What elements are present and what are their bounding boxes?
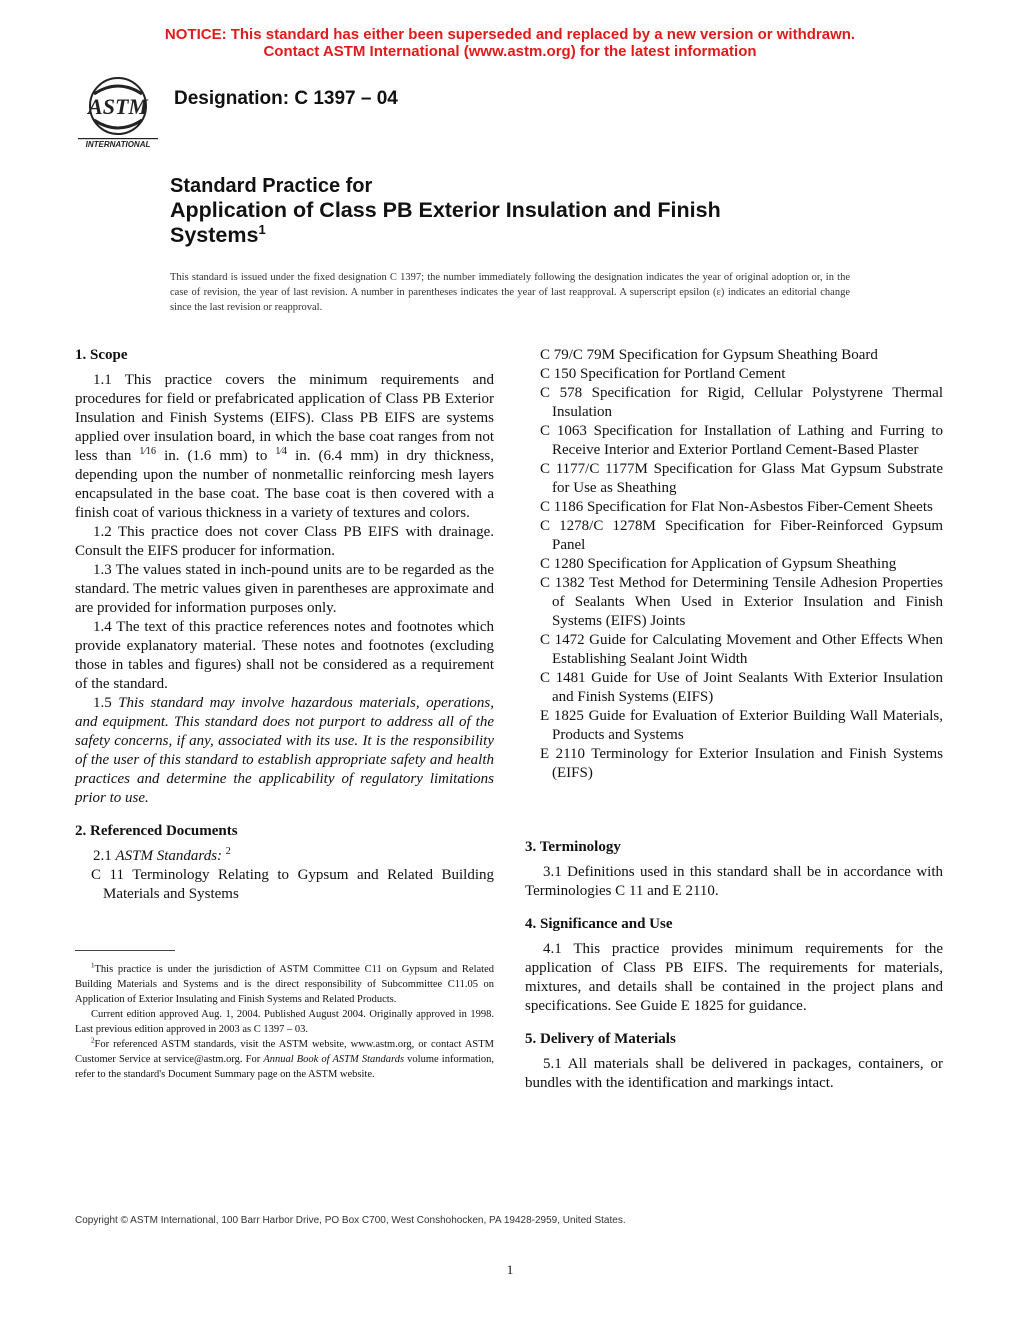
title-line-2-text: Systems [170, 223, 259, 247]
copyright-line: Copyright © ASTM International, 100 Barr Harbor Drive, PO Box C700, West Conshohocken, PA 19428-2959, United States. [75, 1215, 626, 1226]
reference-item: C 578 Specification for Rigid, Cellular Polystyrene Thermal Insulation [540, 385, 943, 420]
footnote-1-edition: Current edition approved Aug. 1, 2004. Published August 2004. Originally approved in 1998. Last previous edition approved in 2003 as C 1397 – 03. [75, 1009, 494, 1035]
p2-1-label: ASTM Standards: [115, 848, 223, 864]
paragraph-1-2: 1.2 This practice does not cover Class PB EIFS with drainage. Consult the EIFS producer for information. [75, 524, 494, 559]
reference-item: C 11 Terminology Relating to Gypsum and Related Building Materials and Systems [91, 867, 494, 902]
paragraph-1-3: 1.3 The values stated in inch-pound units are to be regarded as the standard. The metric values given in parentheses are approximate and are provided for information purposes only. [75, 562, 494, 616]
section-heading-terminology: 3. Terminology [525, 839, 621, 855]
section-heading-referenced: 2. Referenced Documents [75, 823, 238, 839]
reference-item: C 79/C 79M Specification for Gypsum Sheathing Board [540, 347, 878, 363]
reference-item: C 1177/C 1177M Specification for Glass Mat Gypsum Substrate for Use as Sheathing [540, 461, 943, 496]
withdrawal-notice [0, 26, 1020, 60]
title-footnote-mark: 1 [258, 221, 266, 237]
paragraph-4-1: 4.1 This practice provides minimum requirements for the application of Class PB EIFS. The requirements for materials, mixtures, and details shall be contained in the project plans and specifications. See Guide E 1825 for guidance. [525, 941, 943, 1014]
reference-item: C 1186 Specification for Flat Non-Asbestos Fiber-Cement Sheets [540, 499, 933, 515]
footnote-2-text-b: volume information, refer to the standard's Document Summary page on the ASTM website. [75, 1054, 494, 1080]
title-kicker: Standard Practice for [170, 175, 373, 197]
paragraph-3-1: 3.1 Definitions used in this standard shall be in accordance with Terminologies C 11 and E 2110. [525, 864, 943, 899]
reference-item: C 1472 Guide for Calculating Movement and Other Effects When Establishing Sealant Joint Width [540, 632, 943, 667]
reference-item: C 1481 Guide for Use of Joint Sealants With Exterior Insulation and Finish Systems (EIFS) [540, 670, 943, 705]
paragraph-1-4: 1.4 The text of this practice references notes and footnotes which provide explanatory material. These notes and footnotes (excluding those in tables and figures) shall not be considered as a requirement of the standard. [75, 619, 494, 692]
fraction-1-4: 1⁄4 [275, 446, 288, 457]
reference-item: C 150 Specification for Portland Cement [540, 366, 786, 382]
reference-item: C 1280 Specification for Application of Gypsum Sheathing [540, 556, 897, 572]
footnote-divider [75, 950, 175, 951]
logo-text: ASTM [88, 94, 148, 119]
astm-logo-mark [76, 74, 160, 150]
paragraph-2-1 [93, 847, 494, 866]
section-heading-scope: 1. Scope [75, 347, 128, 363]
section-heading-significance: 4. Significance and Use [525, 916, 673, 932]
paragraph-5-1: 5.1 All materials shall be delivered in packages, containers, or bundles with the identification and markings intact. [525, 1056, 943, 1091]
p1-5-number: 1.5 [93, 695, 119, 711]
right-column-references [540, 346, 943, 783]
reference-item: E 2110 Terminology for Exterior Insulation and Finish Systems (EIFS) [540, 746, 943, 781]
astm-logo [76, 74, 160, 150]
page-number: 1 [506, 1262, 514, 1277]
footnote-1-mark: 1 [91, 961, 95, 970]
footnote-2-text-a: For referenced ASTM standards, visit the ASTM website, www.astm.org, or contact ASTM Customer Service at service@astm.org. For [75, 1039, 494, 1065]
p1-1-part-c: in. (6.4 mm) in dry thickness, depending upon the number of nonmetallic reinforcing mesh layers encapsulated in the base coat. The base coat is then covered with a finish coat of various thickness in a variety of textures and colors. [75, 448, 494, 521]
notice-line-1: NOTICE: This standard has either been superseded and replaced by a new version or withdrawn. [164, 26, 856, 43]
designation: Designation: C 1397 – 04 [174, 88, 398, 109]
reference-item: C 1278/C 1278M Specification for Fiber-Reinforced Gypsum Panel [540, 518, 943, 553]
footnote-2 [75, 1037, 494, 1082]
p1-1-part-b: in. (1.6 mm) to [156, 448, 276, 464]
paragraph-1-5 [75, 694, 494, 808]
notice-line-2: Contact ASTM International (www.astm.org) for the latest information [263, 43, 757, 60]
left-column [75, 346, 494, 904]
reference-item: E 1825 Guide for Evaluation of Exterior Building Wall Materials, Products and Systems [540, 708, 943, 743]
footnotes [75, 962, 494, 1082]
title-main [170, 198, 870, 248]
p1-5-safety-text: This standard may involve hazardous materials, operations, and equipment. This standard does not purport to address all of the safety concerns, if any, associated with its use. It is the responsibility of the user of this standard to establish appropriate safety and health practices and determine the applicability of regulatory limitations prior to use. [75, 695, 494, 806]
footnote-1 [75, 962, 494, 1007]
paragraph-1-1 [75, 371, 494, 523]
logo-subtext: INTERNATIONAL [85, 140, 151, 149]
footnote-1-text: This practice is under the jurisdiction of ASTM Committee C11 on Gypsum and Related Building Materials and Systems and is the direct responsibility of Subcommittee C11.05 on Application of Exterior Insulating and Finish Systems and Related Products. [75, 964, 494, 1005]
reference-item: C 1382 Test Method for Determining Tensile Adhesion Properties of Sealants When Used in Exterior Insulation and Finish Systems (EIFS) Joints [540, 575, 943, 629]
reference-item: C 1063 Specification for Installation of Lathing and Furring to Receive Interior and Exterior Portland Cement-Based Plaster [540, 423, 943, 458]
issuance-statement: This standard is issued under the fixed designation C 1397; the number immediately following the designation indicates the year of original adoption or, in the case of revision, the year of last revision. A number in parentheses indicates the year of last reapproval. A superscript epsilon (ε) indicates an editorial change since the last revision or reapproval. [170, 272, 850, 313]
p1-1-part-a: 1.1 This practice covers the minimum requirements and procedures for field or prefabricated application of Class PB Exterior Insulation and Finish Systems (EIFS). Class PB EIFS are systems applied over insulation board, in which the base coat ranges from not less than [75, 372, 494, 464]
p2-1-number: 2.1 [93, 848, 116, 864]
fraction-1-16: 1⁄16 [139, 446, 157, 457]
title-line-1: Application of Class PB Exterior Insulation and Finish [170, 198, 721, 222]
title-line-2 [170, 223, 870, 248]
right-column-sections [525, 838, 943, 1093]
section-heading-delivery: 5. Delivery of Materials [525, 1031, 676, 1047]
document-title [170, 174, 870, 248]
p2-1-footnote-mark: 2 [225, 846, 231, 857]
footnote-2-mark: 2 [91, 1036, 95, 1045]
footnote-2-book-title: Annual Book of ASTM Standards [263, 1054, 405, 1065]
